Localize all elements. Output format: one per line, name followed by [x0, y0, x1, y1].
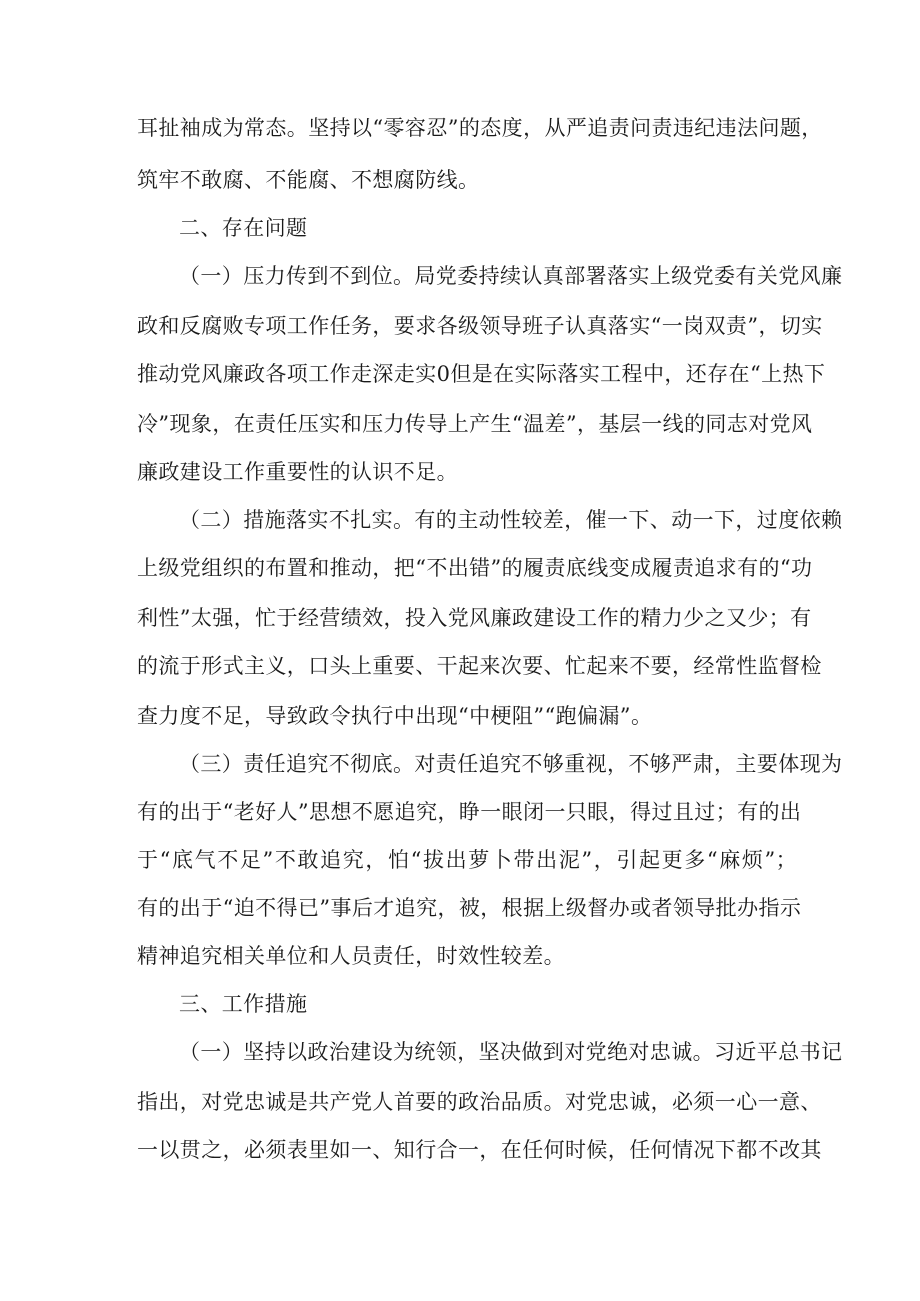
body-text-line: 一以贯之，必须表里如一、知行合一，在任何时候，任何情况下都不改其 [137, 1138, 822, 1162]
body-text-line: 于“底气不足”不敢追究，怕“拔出萝卜带出泥”，引起更多“麻烦”； [137, 848, 797, 872]
body-text-line: 冷”现象，在责任压实和压力传导上产生“温差”，基层一线的同志对党风 [137, 412, 813, 436]
body-text-line: 筑牢不敢腐、不能腐、不想腐防线。 [137, 168, 480, 192]
body-text-line: 的流于形式主义，口头上重要、干起来次要、忙起来不要，经常性监督检 [137, 654, 822, 678]
body-text-line: 廉政建设工作重要性的认识不足。 [137, 460, 458, 484]
body-text-line: 有的出于“迫不得已”事后才追究，被，根据上级督办或者领导批办指示 [137, 896, 802, 920]
section-heading-problems: 二、存在问题 [179, 216, 308, 240]
body-text-line: 耳扯袖成为常态。坚持以“零容忍”的态度，从严追责问责违纪违法问题， [137, 116, 823, 140]
body-text-line: 利性”太强，忙于经营绩效，投入党风廉政建设工作的精力少之又少；有 [137, 606, 812, 630]
paragraph-first-line: （三）责任追究不彻底。对责任追究不够重视，不够严肃，主要体现为 [179, 752, 843, 776]
body-text-line: 上级党组织的布置和推动，把“不出错”的履责底线变成履责追求有的“功 [137, 556, 813, 580]
body-text-line: 政和反腐败专项工作任务，要求各级领导班子认真落实“一岗双责”，切实 [137, 314, 823, 338]
body-text-line: 查力度不足，导致政令执行中出现“中梗阻”“跑偏漏”。 [137, 704, 653, 728]
section-heading-measures: 三、工作措施 [179, 992, 308, 1016]
body-text-line: 精神追究相关单位和人员责任，时效性较差。 [137, 944, 565, 968]
body-text-line: 推动党风廉政各项工作走深走实0但是在实际落实工程中，还存在“上热下 [137, 362, 826, 386]
paragraph-first-line: （一）坚持以政治建设为统领，坚决做到对党绝对忠诚。习近平总书记 [179, 1040, 843, 1064]
paragraph-first-line: （一）压力传到不到位。局党委持续认真部署落实上级党委有关党风廉 [179, 264, 843, 288]
paragraph-first-line: （二）措施落实不扎实。有的主动性较差，催一下、动一下，过度依赖 [179, 508, 843, 532]
body-text-line: 有的出于“老好人”思想不愿追究，睁一眼闭一只眼，得过且过；有的出 [137, 800, 802, 824]
body-text-line: 指出，对党忠诚是共产党人首要的政治品质。对党忠诚，必须一心一意、 [137, 1090, 822, 1114]
